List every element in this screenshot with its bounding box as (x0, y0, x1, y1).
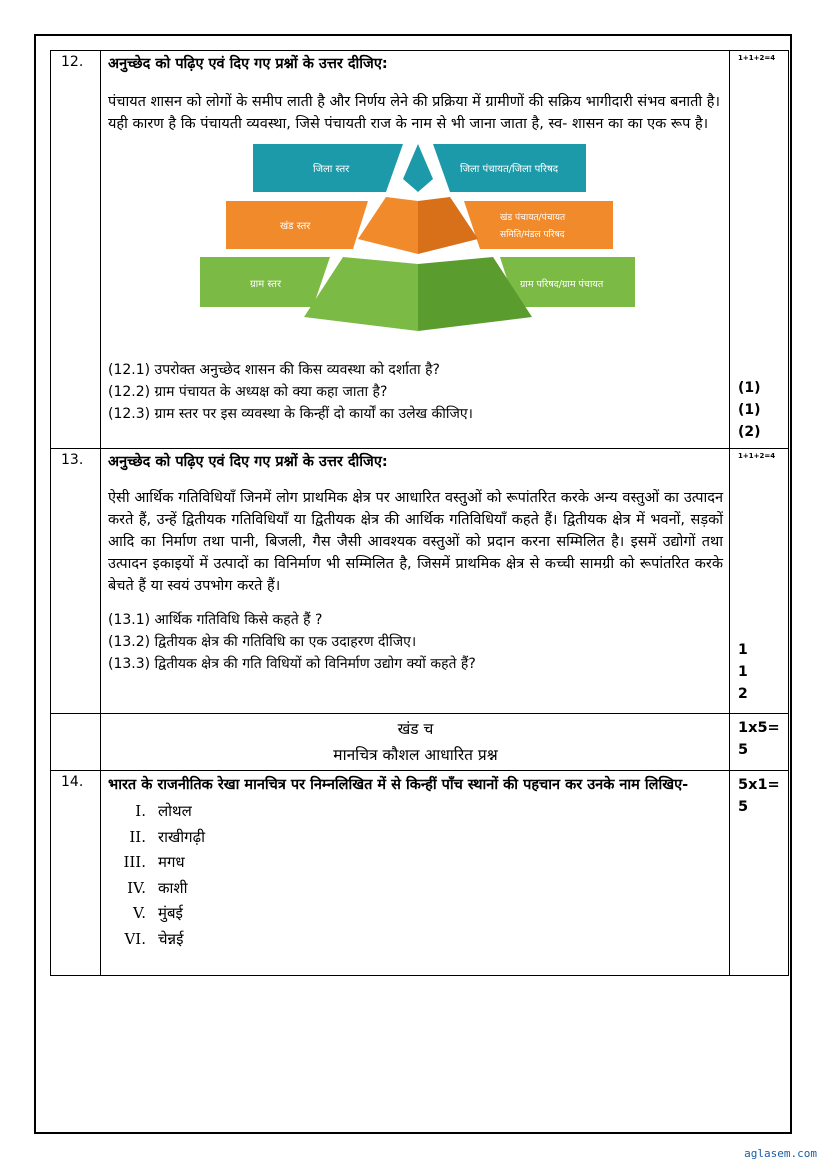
panchayat-pyramid-diagram (108, 139, 728, 339)
question-instruction: भारत के राजनीतिक रेखा मानचित्र पर निम्नलिखित में से किन्हीं पाँच स्थानों की पहचान कर उनके नाम लिखिए- (108, 777, 689, 793)
pyramid-mid-left (358, 197, 418, 254)
sub-question: (13.2) द्वितीयक क्षेत्र की गतिविधि का एक उदाहरण दीजिए। (108, 634, 417, 650)
question-row-13 (51, 449, 789, 714)
question-table (50, 50, 789, 976)
place-list (108, 799, 723, 952)
section-subtitle: मानचित्र कौशल आधारित प्रश्न (333, 746, 498, 764)
question-row-12 (51, 51, 789, 449)
question-body (101, 51, 730, 449)
section-marks-line1: 1x5= (738, 720, 780, 736)
question-instruction: अनुच्छेद को पढ़िए एवं दिए गए प्रश्नों के उत्तर दीजिए: (108, 56, 388, 72)
list-item: II. राखीगढ़ी (129, 827, 205, 846)
list-item: I. लोथल (135, 802, 192, 820)
label-district-level: जिला स्तर (313, 164, 350, 175)
empty-cell (51, 714, 101, 771)
question-body (101, 771, 730, 976)
section-marks-line2: 5 (738, 742, 749, 758)
label-block-panchayat-2: समिति/मंडल परिषद (500, 230, 565, 240)
section-heading (101, 714, 730, 771)
marks-column (730, 771, 789, 976)
sub-marks: 2 (738, 686, 748, 702)
sub-marks: 1 (738, 664, 748, 680)
question-row-14 (51, 771, 789, 976)
marks-total: 1+1+2=4 (738, 54, 776, 62)
list-item: VI. चेन्नई (124, 929, 184, 948)
sub-marks: 1 (738, 642, 748, 658)
sub-marks: (1) (738, 380, 761, 396)
pyramid-figure (108, 139, 723, 339)
sub-questions (108, 609, 723, 675)
sub-questions (108, 359, 723, 425)
section-title: खंड च (397, 720, 434, 738)
sub-question: (12.2) ग्राम पंचायत के अध्यक्ष को क्या कहा जाता है? (108, 384, 388, 400)
list-item: V. मुंबई (133, 904, 183, 922)
marks-column (730, 714, 789, 771)
label-village-level: ग्राम स्तर (250, 279, 282, 290)
passage: पंचायत शासन को लोगों के समीप लाती है और निर्णय लेने की प्रक्रिया में ग्रामीणों की सक्रिय भागीदारी संभव बनाती है। यही कारण है कि पंचायती व्यवस्था, जिसे पंचायती राज के नाम से भी जाना जाता है, स्व- शासन का का एक रूप है। (108, 94, 720, 132)
list-item: III. मगध (123, 853, 185, 871)
sub-question: (13.1) आर्थिक गतिविधि किसे कहते हैं ? (108, 612, 323, 628)
site-watermark[interactable]: aglasem.com (744, 1147, 817, 1160)
section-row (51, 714, 789, 771)
question-number: 13. (51, 449, 101, 714)
label-district-panchayat: जिला पंचायत/जिला परिषद (460, 164, 559, 175)
sub-question: (12.3) ग्राम स्तर पर इस व्यवस्था के किन्हीं दो कार्यों का उलेख कीजिए। (108, 406, 473, 422)
question-number: 14. (51, 771, 101, 976)
sub-marks: (2) (738, 424, 761, 440)
sub-marks: (1) (738, 402, 761, 418)
band-block-right (464, 201, 613, 249)
label-village-panchayat: ग्राम परिषद/ग्राम पंचायत (520, 279, 604, 290)
sub-question: (13.3) द्वितीयक क्षेत्र की गति विधियों को विनिर्माण उद्योग क्यों कहते हैं? (108, 656, 476, 672)
pyramid-top (403, 144, 433, 192)
question-instruction: अनुच्छेद को पढ़िए एवं दिए गए प्रश्नों के उत्तर दीजिए: (108, 454, 388, 470)
question-body (101, 449, 730, 714)
question-number: 12. (51, 51, 101, 449)
marks-total: 1+1+2=4 (738, 452, 776, 460)
label-block-level: खंड स्तर (280, 221, 311, 232)
q14-marks-line2: 5 (738, 799, 749, 815)
list-item: IV. काशी (127, 878, 188, 897)
marks-column (730, 51, 789, 449)
marks-column (730, 449, 789, 714)
passage: ऐसी आर्थिक गतिविधियाँ जिनमें लोग प्राथमिक क्षेत्र पर आधारित वस्तुओं को रूपांतरित करके अन्य वस्तुओं का उत्पादन करते हैं, उन्हें द्वितीयक गतिविधियाँ या द्वितीयक क्षेत्र की आर्थिक गतिविधियाँ कहते हैं। द्वितीयक क्षेत्र में भवनों, सड़कों आदि का निर्माण तथा पानी, बिजली, गैस जैसी आवश्यक वस्तुओं को प्रदान करना सम्मिलित है। इसमें उद्योगों तथा उत्पादन इकाइयों में उत्पादों का विनिर्माण भी सम्मिलित है, जिसमें प्राथमिक क्षेत्र से कच्ची सामग्री को रूपांतरित करके बेचते हैं या स्वयं उपभोग करते हैं। (108, 490, 723, 594)
sub-question: (12.1) उपरोक्त अनुच्छेद शासन की किस व्यवस्था को दर्शाता है? (108, 362, 440, 378)
label-block-panchayat-1: खंड पंचायत/पंचायत (500, 213, 566, 223)
q14-marks-line1: 5x1= (738, 777, 780, 793)
